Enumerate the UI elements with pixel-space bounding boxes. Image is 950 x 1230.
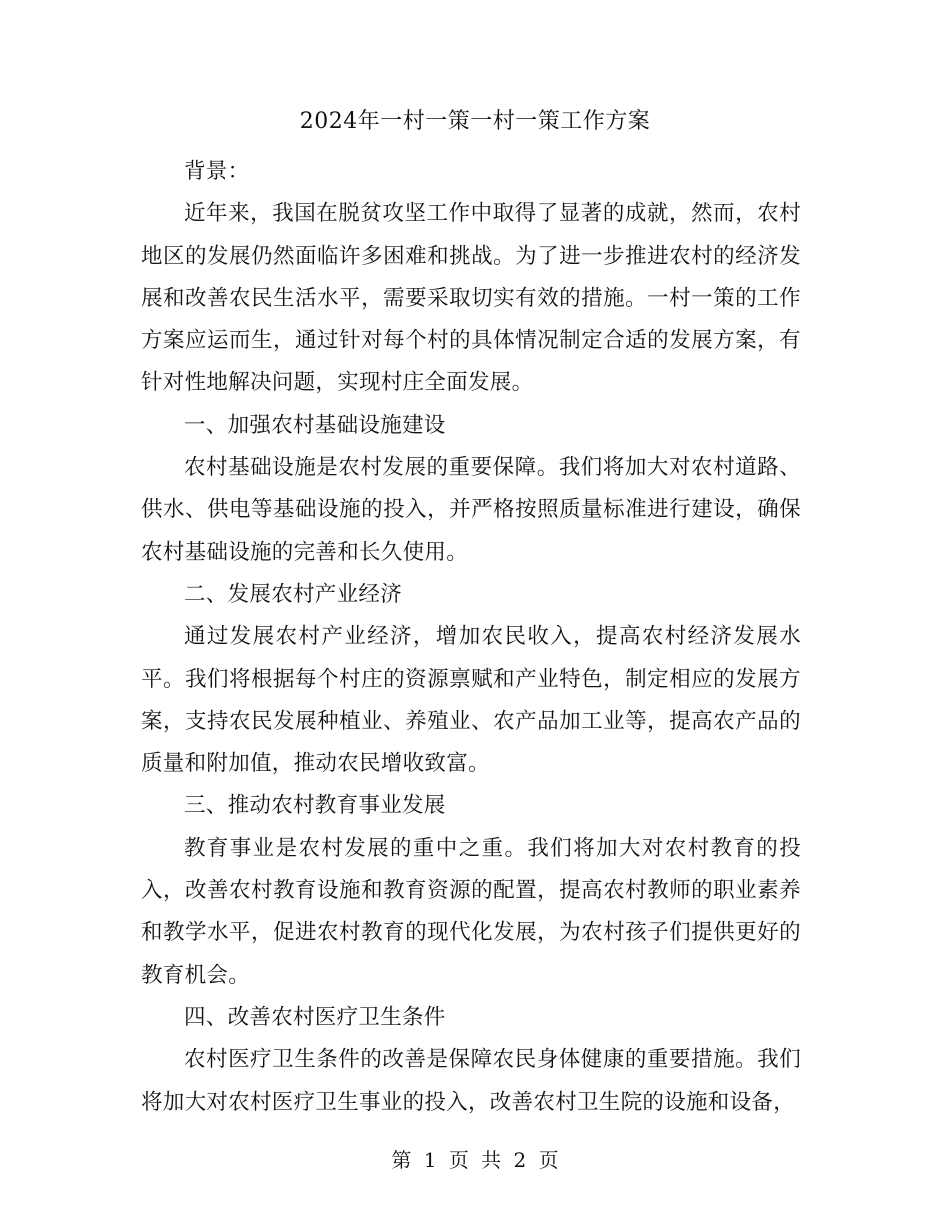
section-heading-industry: 二、发展农村产业经济: [184, 581, 403, 607]
paragraph-infrastructure: 农村基础设施是农村发展的重要保障。我们将加大对农村道路、供水、供电等基础设施的投入，并严格按照质量标准进行建设，确保农村基础设施的完善和长久使用。: [141, 455, 801, 565]
paragraph-healthcare: 农村医疗卫生条件的改善是保障农民身体健康的重要措施。我们将加大对农村医疗卫生事业的投入，改善农村卫生院的设施和设备，: [141, 1047, 801, 1115]
paragraph-education: 教育事业是农村发展的重中之重。我们将加大对农村教育的投入，改善农村教育设施和教育资源的配置，提高农村教师的职业素养和教学水平，促进农村教育的现代化发展，为农村孩子们提供更好的教育机会。: [141, 835, 801, 988]
section-heading-infrastructure: 一、加强农村基础设施建设: [184, 412, 446, 438]
document-title: 2024年一村一策一村一策工作方案: [299, 109, 651, 134]
paragraph-industry: 通过发展农村产业经济，增加农民收入，提高农村经济发展水平。我们将根据每个村庄的资源禀赋和产业特色，制定相应的发展方案，支持农民发展种植业、养殖业、农产品加工业等，提高农产品的质量和附加值，推动农民增收致富。: [141, 624, 801, 777]
page-number-footer: 第 1 页 共 2 页: [391, 1148, 559, 1172]
section-heading-healthcare: 四、改善农村医疗卫生条件: [184, 1004, 446, 1030]
paragraph-background-label: 背景：: [184, 159, 250, 184]
section-heading-education: 三、推动农村教育事业发展: [184, 793, 446, 819]
document-body: [141, 151, 801, 1124]
paragraph-background-text: 近年来，我国在脱贫攻坚工作中取得了显著的成就，然而，农村地区的发展仍然面临许多困难和挑战。为了进一步推进农村的经济发展和改善农民生活水平，需要采取切实有效的措施。一村一策的工作方案应运而生，通过针对每个村的具体情况制定合适的发展方案，有针对性地解决问题，实现村庄全面发展。: [141, 201, 801, 396]
